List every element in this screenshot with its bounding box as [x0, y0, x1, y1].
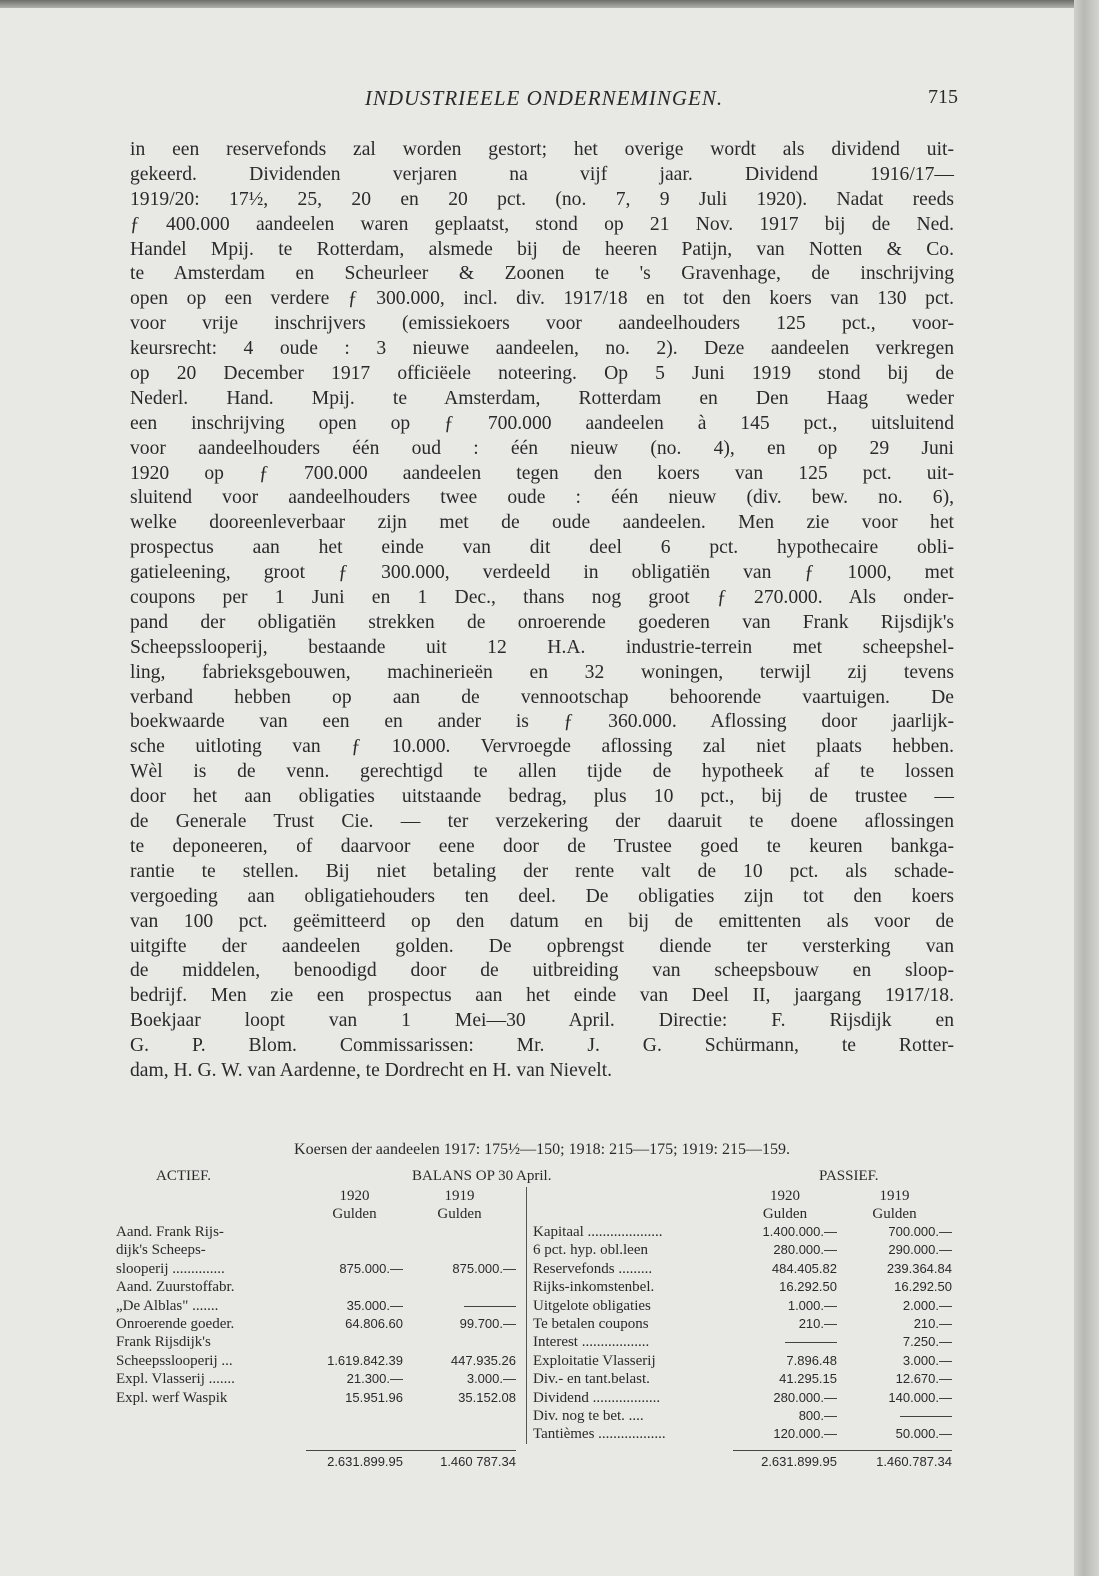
passief-row	[533, 1333, 956, 1351]
actief-label: dijk's Scheeps-	[116, 1242, 206, 1259]
actief-label: Onroerende goeder.	[116, 1315, 235, 1332]
body-line: een inschrijving open op ƒ 700.000 aandeelen à 145 pct., uitsluitend	[130, 412, 954, 434]
actief-value: 15.951.96	[345, 1389, 403, 1405]
passief-value: 280.000.—	[773, 1389, 837, 1405]
passief-value: 210.—	[798, 1315, 837, 1331]
total-passief-1920: 2.631.899.95	[733, 1450, 837, 1471]
body-line: 1920 op ƒ 700.000 aandeelen tegen den koers van 125 pct. uit-	[130, 462, 954, 484]
body-line: Nederl. Hand. Mpij. te Amsterdam, Rotterdam en Den Haag weder	[130, 387, 954, 409]
passief-value: 16.292.50	[779, 1279, 837, 1295]
balance-sheet	[116, 1167, 956, 1471]
actief-label: Scheepsslooperij ...	[116, 1352, 233, 1369]
actief-value	[306, 1278, 403, 1296]
body-line: gatieleening, groot ƒ 300.000, verdeeld in obligatiën van ƒ 1000, met	[130, 562, 954, 584]
passief-value: 800.—	[798, 1407, 837, 1423]
body-line: boekwaarde van een en ander is ƒ 360.000. Aflossing door jaarlijk-	[130, 711, 954, 733]
total-actief-1920: 2.631.899.95	[306, 1450, 403, 1471]
actief-value: 99.700.—	[459, 1315, 516, 1331]
body-line: de Generale Trust Cie. — ter verzekering der daaruit te doene aflossingen	[130, 811, 954, 833]
actief-year-1919: 1919	[444, 1188, 475, 1204]
actief-value: 3.000.—	[466, 1371, 516, 1387]
passief-row	[533, 1389, 956, 1407]
page-number: 715	[928, 86, 958, 108]
actief-label: slooperij ..............	[116, 1260, 225, 1277]
body-line: van 100 pct. geëmitteerd op den datum en bij de emittenten als voor de	[130, 910, 954, 932]
actief-value	[403, 1241, 516, 1259]
actief-value: 875.000.—	[339, 1260, 403, 1276]
passief-row	[533, 1223, 956, 1241]
actief-value	[403, 1333, 516, 1351]
passief-column	[533, 1187, 956, 1444]
passief-label: Reservefonds .........	[533, 1260, 653, 1277]
passief-value: 41.295.15	[779, 1371, 837, 1387]
actief-row	[116, 1370, 526, 1388]
passief-label: Te betalen coupons	[533, 1315, 649, 1332]
passief-value: 12.670.—	[895, 1371, 952, 1387]
running-head	[130, 86, 958, 116]
body-line: Handel Mpij. te Rotterdam, alsmede bij de heeren Patijn, van Notten & Co.	[130, 238, 954, 260]
passief-title: PASSIEF.	[819, 1168, 879, 1184]
body-line: prospectus aan het einde van dit deel 6 pct. hypothecaire obli-	[130, 537, 954, 559]
actief-value	[306, 1223, 403, 1241]
passief-rows	[533, 1223, 956, 1444]
actief-rows	[116, 1223, 526, 1407]
body-line: welke dooreenleverbaar zijn met de oude aandeelen. Men zie voor het	[130, 512, 954, 534]
body-line: sche uitloting van ƒ 10.000. Vervroegde aflossing zal niet plaats hebben.	[130, 736, 954, 758]
actief-unit-1919: Gulden	[437, 1206, 482, 1222]
passief-year-1920: 1920	[770, 1188, 800, 1204]
passief-value: 484.405.82	[771, 1260, 837, 1276]
actief-row	[116, 1352, 526, 1370]
passief-value: 2.000.—	[902, 1297, 952, 1313]
actief-value	[306, 1241, 403, 1259]
body-line: vergoeding aan obligatiehouders ten deel. De obligaties zijn tot den koers	[130, 885, 954, 907]
body-line: door het aan obligaties uitstaande bedrag, plus 10 pct., bij de trustee —	[130, 786, 954, 808]
actief-label: Aand. Zuurstoffabr.	[116, 1279, 235, 1296]
passief-value: 239.364.84	[886, 1260, 952, 1276]
passief-value: 7.896.48	[786, 1352, 837, 1368]
passief-row	[533, 1241, 956, 1259]
actief-value: 447.935.26	[450, 1352, 516, 1368]
body-line: Boekjaar loopt van 1 Mei—30 April. Directie: F. Rijsdijk en	[130, 1010, 954, 1032]
passief-value: 290.000.—	[888, 1242, 952, 1258]
body-line: 1919/20: 17½, 25, 20 en 20 pct. (no. 7, 9 Juli 1920). Nadat reeds	[130, 188, 954, 210]
body-line: de middelen, benoodigd door de uitbreiding van scheepsbouw en sloop-	[130, 960, 954, 982]
actief-value: 35.152.08	[458, 1389, 516, 1405]
passief-row	[533, 1425, 956, 1443]
passief-unit-1920: Gulden	[762, 1206, 808, 1222]
actief-value	[306, 1333, 403, 1351]
body-line: voor aandeelhouders één oud : één nieuw (no. 4), en op 29 Juni	[130, 437, 954, 459]
actief-row	[116, 1297, 526, 1315]
body-line: rantie te stellen. Bij niet betaling der rente valt de 10 pct. als schade-	[130, 860, 954, 882]
passief-row	[533, 1315, 956, 1333]
body-line: open op een verdere ƒ 300.000, incl. div. 1917/18 en tot den koers van 130 pct.	[130, 288, 954, 310]
passief-value: 7.250.—	[902, 1334, 952, 1350]
actief-row	[116, 1223, 526, 1241]
body-line: dam, H. G. W. van Aardenne, te Dordrecht en H. van Nievelt.	[130, 1059, 613, 1081]
passief-value: 1.000.—	[787, 1297, 837, 1313]
passief-label: Tantièmes ..................	[533, 1426, 666, 1443]
total-passief-1919: 1.460.787.34	[837, 1450, 952, 1471]
passief-label: Exploitatie Vlasserij	[533, 1352, 656, 1369]
passief-row	[533, 1352, 956, 1370]
passief-value: 280.000.—	[773, 1242, 837, 1258]
actief-row	[116, 1315, 526, 1333]
actief-value: 1.619.842.39	[327, 1352, 403, 1368]
passief-unit-1919: Gulden	[872, 1206, 917, 1222]
passief-label: Rijks-inkomstenbel.	[533, 1279, 655, 1296]
body-line: pand der obligatiën strekken de onroerende goederen van Frank Rijsdijk's	[130, 611, 954, 633]
body-text	[130, 138, 954, 1084]
body-line: gekeerd. Dividenden verjaren na vijf jaar. Dividend 1916/17—	[130, 163, 954, 185]
body-line: te deponeeren, of daarvoor eene door de Trustee goed te keuren bankga-	[130, 835, 954, 857]
passief-value: 210.—	[913, 1315, 952, 1331]
body-line: te Amsterdam en Scheurleer & Zoonen te 's Gravenhage, de inschrijving	[130, 263, 954, 285]
passief-label: Kapitaal ....................	[533, 1224, 663, 1240]
koersen-line: Koersen der aandeelen 1917: 175½—150; 1918: 215—175; 1919: 215—159.	[294, 1141, 790, 1158]
passief-value: 3.000.—	[902, 1352, 952, 1368]
actief-row	[116, 1241, 526, 1259]
passief-label: Dividend ..................	[533, 1389, 661, 1406]
actief-value	[403, 1278, 516, 1296]
actief-row	[116, 1389, 526, 1407]
body-line: keursrecht: 4 oude : 3 nieuwe aandeelen, no. 2). Deze aandeelen verkregen	[130, 338, 954, 360]
passief-value: 140.000.—	[888, 1389, 952, 1405]
actief-year-1920: 1920	[339, 1188, 370, 1204]
body-line: ling, fabrieksgebouwen, machinerieën en 32 woningen, terwijl zij tevens	[130, 661, 954, 683]
actief-value	[403, 1223, 516, 1241]
passief-label: Div. nog te bet. ....	[533, 1407, 644, 1424]
passief-row	[533, 1370, 956, 1388]
body-line: sluitend voor aandeelhouders twee oude : één nieuw (div. bew. no. 6),	[130, 487, 954, 509]
passief-row	[533, 1297, 956, 1315]
actief-label: „De Alblas" .......	[116, 1297, 219, 1314]
actief-row	[116, 1333, 526, 1351]
body-line: bedrijf. Men zie een prospectus aan het einde van Deel II, jaargang 1917/18.	[130, 985, 954, 1007]
passief-value: 120.000.—	[773, 1426, 837, 1442]
passief-row	[533, 1407, 956, 1425]
passief-label: Interest ..................	[533, 1334, 650, 1351]
actief-value: 21.300.—	[346, 1371, 403, 1387]
balance-heading	[116, 1167, 956, 1187]
passief-label: Uitgelote obligaties	[533, 1297, 651, 1314]
actief-column-head	[116, 1187, 526, 1223]
column-divider	[526, 1187, 527, 1444]
body-line: op 20 December 1917 officiëele noteering. Op 5 Juni 1919 stond bij de	[130, 363, 954, 385]
balance-columns	[116, 1187, 956, 1444]
balance-totals	[116, 1450, 956, 1471]
body-line: verband hebben op aan de vennootschap behoorende vaartuigen. De	[130, 686, 954, 708]
passief-year-1919: 1919	[879, 1188, 910, 1204]
body-line: Scheepsslooperij, bestaande uit 12 H.A. industrie-terrein met scheepshel-	[130, 636, 954, 658]
actief-label: Expl. werf Waspik	[116, 1389, 228, 1406]
book-spine	[1074, 0, 1099, 1576]
body-line: voor vrije inschrijvers (emissiekoers voor aandeelhouders 125 pct., voor-	[130, 313, 954, 335]
running-title: INDUSTRIEELE ONDERNEMINGEN.	[364, 86, 724, 110]
actief-value: 875.000.—	[452, 1260, 516, 1276]
passief-value: ————	[900, 1407, 952, 1423]
passief-column-head	[533, 1187, 956, 1223]
total-actief-1919: 1.460 787.34	[403, 1450, 516, 1471]
body-line: in een reservefonds zal worden gestort; het overige wordt als dividend uit-	[130, 139, 954, 160]
passief-value: 700.000.—	[888, 1224, 952, 1239]
actief-label: Aand. Frank Rijs-	[116, 1224, 224, 1240]
actief-value: 64.806.60	[345, 1315, 403, 1331]
body-line: Wèl is de venn. gerechtigd te allen tijde de hypotheek af te lossen	[130, 761, 954, 783]
actief-value: ————	[464, 1297, 516, 1313]
actief-row	[116, 1278, 526, 1296]
actief-title: ACTIEF.	[156, 1168, 212, 1184]
actief-value: 35.000.—	[346, 1297, 403, 1313]
body-line: uitgifte der aandeelen golden. De opbrengst diende ter versterking van	[130, 935, 954, 957]
actief-unit-1920: Gulden	[332, 1206, 377, 1222]
passief-row	[533, 1260, 956, 1278]
passief-value: ————	[785, 1334, 837, 1350]
body-line: G. P. Blom. Commissarissen: Mr. J. G. Schürmann, te Rotter-	[130, 1035, 954, 1057]
body-line: ƒ 400.000 aandeelen waren geplaatst, stond op 21 Nov. 1917 bij de Ned.	[130, 213, 954, 235]
passief-value: 1.400.000.—	[762, 1224, 837, 1239]
passief-label: Div.- en tant.belast.	[533, 1371, 650, 1388]
actief-label: Expl. Vlasserij .......	[116, 1371, 235, 1388]
actief-label: Frank Rijsdijk's	[116, 1334, 211, 1351]
passief-value: 16.292.50	[894, 1279, 952, 1295]
passief-value: 50.000.—	[895, 1426, 952, 1442]
balance-title: BALANS OP 30 April.	[412, 1168, 552, 1184]
actief-column	[116, 1187, 526, 1444]
page-top-edge	[0, 0, 1074, 8]
passief-row	[533, 1278, 956, 1296]
passief-label: 6 pct. hyp. obl.leen	[533, 1242, 648, 1259]
actief-row	[116, 1260, 526, 1278]
body-line: coupons per 1 Juni en 1 Dec., thans nog groot ƒ 270.000. Als onder-	[130, 587, 954, 609]
